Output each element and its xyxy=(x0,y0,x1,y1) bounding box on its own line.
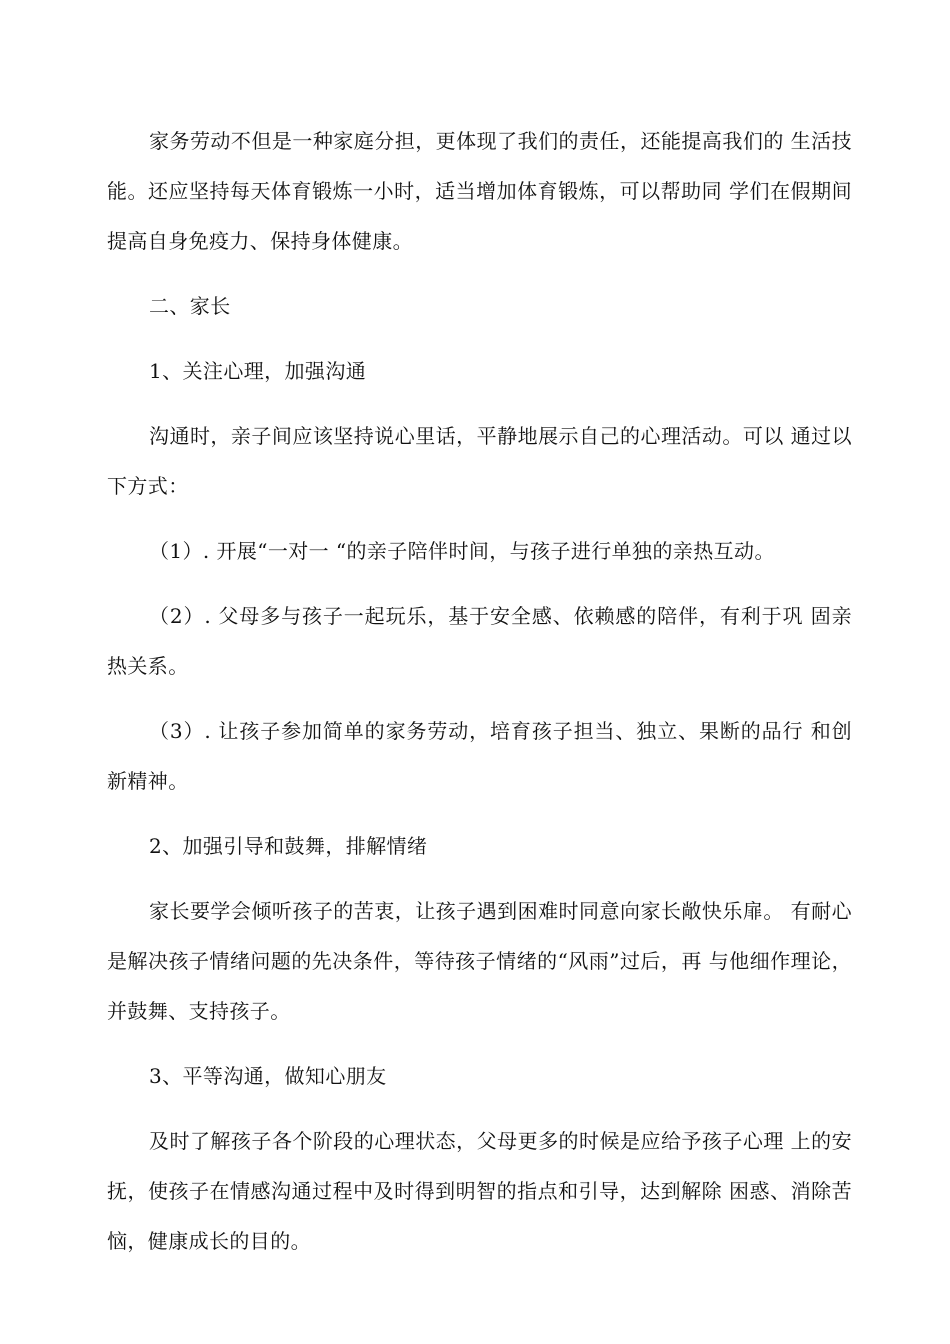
paragraph-housework: 家务劳动不但是一种家庭分担，更体现了我们的责任，还能提高我们的 生活技能。还应坚持每天体育锻炼一小时，适当增加体育锻炼，可以帮助同 学们在假期间提高自身免疫力、保持身体健康。 xyxy=(107,129,852,253)
list-item-3: （3）. 让孩子参加简单的家务劳动，培育孩子担当、独立、果断的品行 和创新精神。 xyxy=(107,719,852,793)
paragraph-communication: 沟通时，亲子间应该坚持说心里话，平静地展示自己的心理活动。可以 通过以下方式： xyxy=(107,424,852,498)
subheading-guidance: 2、加强引导和鼓舞，排解情绪 xyxy=(149,834,428,858)
paragraph-listening: 家长要学会倾听孩子的苦衷，让孩子遇到困难时同意向家长敞快乐扉。 有耐心是解决孩子情绪问题的先决条件，等待孩子情绪的“风雨”过后，再 与他细作理论，并鼓舞、支持孩子。 xyxy=(107,899,852,1023)
section-heading-parents: 二、家长 xyxy=(149,294,231,318)
paragraph-psychological-state: 及时了解孩子各个阶段的心理状态，父母更多的时候是应给予孩子心理 上的安抚，使孩子在情感沟通过程中及时得到明智的指点和引导，达到解除 困惑、消除苦恼，健康成长的目的。 xyxy=(107,1129,852,1253)
list-item-1: （1）. 开展“一对一 “的亲子陪伴时间，与孩子进行单独的亲热互动。 xyxy=(149,539,775,563)
list-item-2: （2）. 父母多与孩子一起玩乐，基于安全感、依赖感的陪伴，有利于巩 固亲热关系。 xyxy=(107,604,852,678)
document-body xyxy=(107,116,852,1281)
subheading-equal-communication: 3、平等沟通，做知心朋友 xyxy=(149,1064,387,1088)
subheading-focus-psychology: 1、关注心理，加强沟通 xyxy=(149,359,367,383)
